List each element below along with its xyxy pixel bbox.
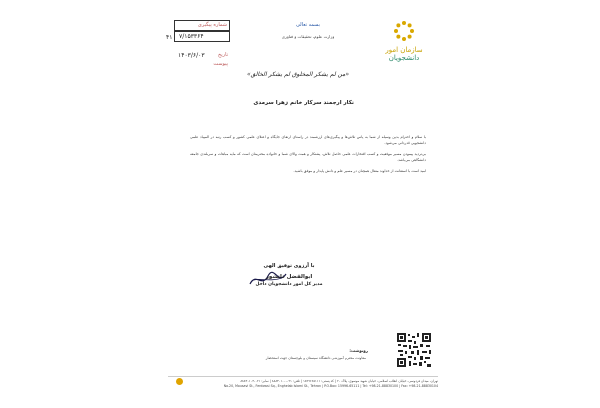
attachment-row xyxy=(174,60,230,69)
logo-text-line2: دانشجویان xyxy=(388,54,420,62)
cc-label: رونوشت: xyxy=(349,348,368,353)
side-code: ۴۱ xyxy=(166,34,173,41)
closing-phrase: با آرزوی توفیق الهی xyxy=(263,263,315,269)
gold-ring-logo-icon xyxy=(393,20,415,42)
footer-address-fa: تهران، میدان فردوسی، خیابان انقلاب اسلامی، خیابان شهید موسوی، پلاک ۲۰ | کد پستی: ۱۵۹۹۶۶۵۱۱۱ | تلفن: ۰۲۱-۸۸۸۳۰۱۰۰ | نمابر: ۰۲۱-۸۸۸۳۰۱۰۴ xyxy=(168,376,438,384)
body-paragraph: بی‌تردید پیمودن مسیر موفقیت و کسب افتخارات علمی حاصل تلاش، پشتکار و همت والای شما و خانواده محترمتان است که مایه مباهات و سربلندی جامعه دانشگاهی می‌باشد. xyxy=(190,152,426,162)
footer-logo-icon xyxy=(176,378,183,385)
tracking-number-value: ۷/۱۵۳۳۶۴ xyxy=(179,33,204,40)
signature-block xyxy=(244,263,334,287)
letter-page xyxy=(168,10,438,395)
tracking-number-value-row xyxy=(174,31,230,42)
organization-logo xyxy=(374,20,434,62)
bismillah-text: بسمه تعالی xyxy=(295,22,321,28)
signer-title: مدیر کل امور دانشجویان داخل xyxy=(255,282,323,287)
reference-box xyxy=(166,20,230,69)
cc-recipient: معاونت محترم آموزشی دانشگاه سیستان و بلوچستان جهت استحضار xyxy=(265,356,366,360)
date-row xyxy=(174,51,230,60)
footer-address-en: No.20, Mousavi St., Ferdowsi Sq., Enghelab Islami St., Tehran | P.O.Box: 15996-65111 | Tel: +98-21-88830100 | Fax: +98-21-88830104 xyxy=(223,384,438,388)
letter-header xyxy=(268,22,348,39)
date-label: تاریخ xyxy=(218,52,228,58)
attachment-label: پیوست xyxy=(213,61,228,67)
tracking-number-label: شماره پیگیری xyxy=(197,22,227,28)
salutation xyxy=(253,100,354,106)
ministry-name: وزارت علوم، تحقیقات و فناوری xyxy=(281,34,335,39)
recipient-name: سرکار خانم زهرا سرمدی xyxy=(253,100,322,106)
qr-code-icon[interactable] xyxy=(396,332,432,368)
letter-body xyxy=(190,134,426,179)
hadith-quote: «من لم یشکر المخلوق لم یشکر الخالق» xyxy=(246,71,350,78)
date-value: ۱۴۰۳/۶/۰۳ xyxy=(178,52,205,59)
logo-text-line1: سازمان امور xyxy=(385,46,423,54)
body-paragraph: امید است با استعانت از خداوند متعال همچنان در مسیر علم و دانش پایدار و موفق باشید. xyxy=(293,169,426,173)
salutation-prefix: نکار ارجمند xyxy=(323,100,354,106)
body-paragraph: با سلام و احترام بدین وسیله از شما به پاس تلاش‌ها و پیگیری‌های ارزشمند در راستای ارتقای جایگاه و اعتلای علمی کشور و کسب رتبه در المپیاد علمی دانشجویی قدردانی می‌شود. xyxy=(190,135,426,145)
signer-name: ابوالفضل دانشور xyxy=(265,274,313,280)
letter-footer xyxy=(168,376,438,389)
tracking-number-row xyxy=(174,20,230,31)
